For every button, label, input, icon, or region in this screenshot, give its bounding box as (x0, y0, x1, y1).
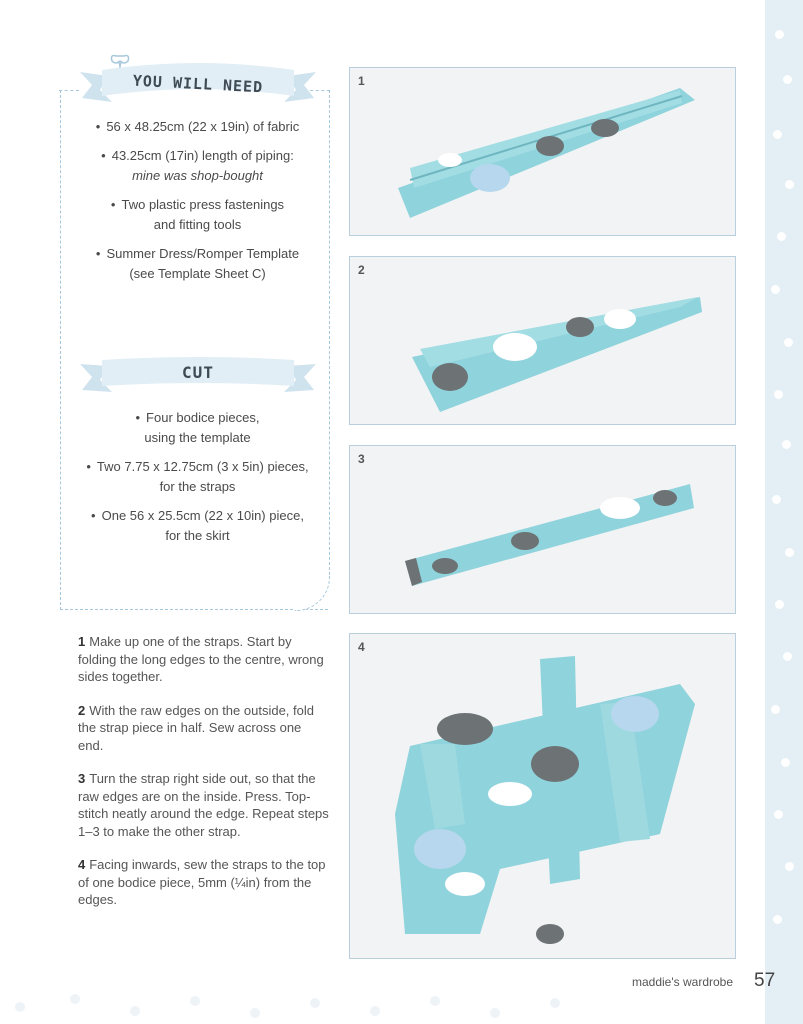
materials-list (70, 117, 325, 293)
cut-banner (78, 350, 318, 400)
photo-number: 2 (358, 263, 365, 277)
right-dotted-strip (765, 0, 803, 1024)
photo-step-1 (349, 67, 736, 236)
you-will-need-banner (78, 50, 318, 110)
photo-number: 4 (358, 640, 365, 654)
bottom-dotted-border (0, 990, 765, 1024)
book-title: maddie's wardrobe (632, 975, 734, 989)
photo-step-4 (349, 633, 736, 959)
finished-strap-illustration (350, 446, 736, 614)
photo-step-3 (349, 445, 736, 614)
cut-list (70, 408, 325, 555)
photo-step-2 (349, 256, 736, 425)
step-4: 4 Facing inwards, sew the straps to the top of one bodice piece, 5mm (¼in) from the edges. (78, 857, 326, 907)
photo-number: 1 (358, 74, 365, 88)
folded-strap-illustration (350, 68, 736, 236)
step-3: 3 Turn the strap right side out, so that the raw edges are on the inside. Press. Top-stitch neatly around the edge. Repeat steps 1–3 to make the other strap. (78, 771, 329, 839)
instructions (78, 633, 330, 925)
list-item: • 56 x 48.25cm (22 x 19in) of fabric (95, 119, 300, 134)
list-item: • One 56 x 25.5cm (22 x 10in) piece, for the skirt (91, 508, 304, 543)
step-2: 2 With the raw edges on the outside, fold the strap piece in half. Sew across one end. (78, 702, 314, 753)
step-1: 1 Make up one of the straps. Start by folding the long edges to the centre, wrong sides together. (78, 634, 324, 684)
list-item: • Summer Dress/Romper Template (see Template Sheet C) (95, 246, 300, 281)
you-will-need-title: YOU WILL NEED (132, 71, 264, 97)
list-item: • 43.25cm (17in) length of piping: mine was shop-bought (101, 148, 294, 183)
page-number: 57 (754, 970, 776, 991)
photo-number: 3 (358, 452, 365, 466)
list-item: • Two 7.75 x 12.75cm (3 x 5in) pieces, for the straps (86, 459, 309, 494)
list-item: • Four bodice pieces, using the template (135, 410, 260, 445)
bodice-with-straps-illustration (350, 634, 736, 959)
folded-strap-illustration (350, 257, 736, 425)
cut-title: CUT (182, 363, 214, 382)
list-item: • Two plastic press fastenings and fitting tools (110, 197, 285, 232)
